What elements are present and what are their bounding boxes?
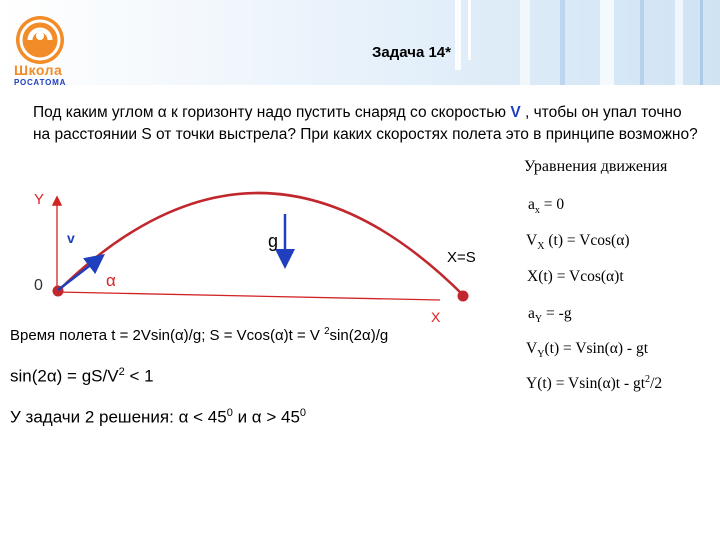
landing-point (458, 291, 469, 302)
eq-vy-base: V (526, 340, 538, 357)
eq-ax-base: a (528, 196, 535, 213)
flight-before: Время полета t = 2Vsin(α)/g; S = Vcos(α)t = V (10, 327, 325, 344)
y-axis-label: Y (34, 191, 45, 208)
velocity-symbol: V (510, 104, 521, 121)
flight-sup: 2 (324, 326, 330, 337)
eq-ax-sub: x (534, 205, 540, 217)
x-axis (57, 292, 440, 300)
problem-text-1: Под каким углом α к горизонту надо пустить снаряд со скоростью (33, 104, 506, 121)
eq-ax-rest: = 0 (539, 196, 565, 213)
logo-text-school: Школа (14, 62, 63, 78)
angle-label: α (106, 271, 116, 290)
eq-y-before: Y(t) = Vsin(α)t - gt (526, 375, 646, 393)
eq-ay-sub: Y (534, 314, 543, 326)
problem-text-2: , чтобы он упал точно на расстоянии S от точки выстрела? При каких скоростях полета это в принципе возможно? (33, 104, 698, 143)
eq-ax (528, 196, 564, 216)
sol-sup1: 0 (226, 407, 233, 419)
eq-y (526, 374, 662, 393)
eq-ay (528, 305, 572, 325)
eq-y-after: /2 (650, 375, 663, 393)
sol-sup2: 0 (299, 407, 307, 419)
eq-y-sup: 2 (645, 374, 651, 385)
gravity-label: g (268, 231, 279, 251)
eq-vx-sub: X (537, 241, 545, 253)
sin-before: sin(2α) = gS/V (10, 366, 119, 386)
flight-after: sin(2α)/g (329, 327, 389, 344)
eq-ay-rest: = -g (542, 305, 572, 322)
problem-statement (33, 102, 703, 145)
velocity-label: v (67, 230, 75, 246)
two-solutions (10, 407, 306, 428)
sin-after: < 1 (124, 366, 154, 386)
eq-ay-base: a (528, 305, 535, 322)
equations-heading: Уравнения движения (524, 158, 668, 175)
sin-sup: 2 (118, 366, 125, 378)
trajectory-curve (57, 193, 464, 296)
logo-text-rosatom: РОСАТОМА (14, 78, 67, 87)
eq-x: X(t) = Vcos(α)t (527, 268, 624, 285)
x-axis-label: X (431, 309, 441, 325)
slide-title: Задача 14* (372, 44, 451, 61)
velocity-vector (58, 257, 101, 290)
eq-vy-sub: Y (537, 349, 545, 361)
flight-time-formula (10, 326, 388, 344)
sin-condition (10, 366, 154, 387)
eq-vy-rest: (t) = Vsin(α) - gt (544, 340, 649, 357)
logo-emblem (16, 16, 64, 64)
origin-label: 0 (34, 277, 43, 294)
eq-vx (526, 232, 630, 252)
sol-before: У задачи 2 решения: α < 45 (10, 407, 227, 427)
eq-vx-rest: (t) = Vcos(α) (544, 232, 630, 249)
range-label: X=S (447, 249, 476, 266)
eq-vy (526, 340, 648, 360)
sol-mid: и α > 45 (232, 407, 300, 427)
eq-vx-base: V (526, 232, 538, 249)
